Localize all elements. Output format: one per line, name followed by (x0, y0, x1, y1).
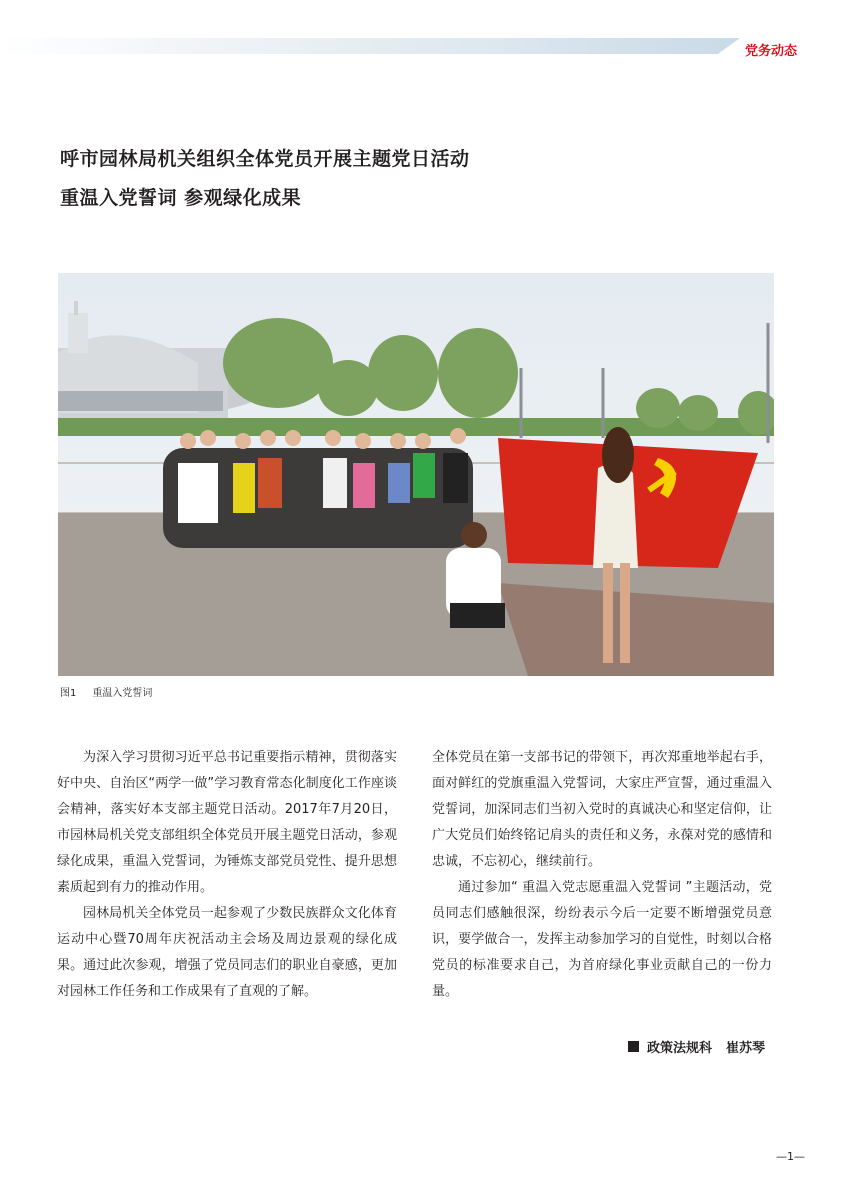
figure-caption-text: 重温入党誓词 (92, 688, 153, 699)
article-title-line1: 呼市园林局机关组织全体党员开展主题党日活动 (60, 148, 470, 170)
body-column-left (57, 745, 397, 1005)
paragraph: 园林局机关全体党员一起参观了少数民族群众文化体育运动中心暨70周年庆祝活动主会场及周边景观的绿化成果。通过此次参观，增强了党员同志们的职业自豪感，更加对园林工作任务和工作成果有了直观的了解。 (57, 906, 397, 999)
paragraph: 全体党员在第一支部书记的带领下，再次郑重地举起右手，面对鲜红的党旗重温入党誓词，大家庄严宣誓，通过重温入党誓词，加深同志们当初入党时的真诚决心和坚定信仰，让广大党员们始终铭记肩头的责任和义务，永葆对党的感情和忠诚，不忘初心，继续前行。 (432, 750, 772, 869)
figure-caption (60, 684, 152, 699)
section-tag: 党务动态 (745, 44, 798, 59)
group-oath-photo (58, 273, 774, 676)
author-department: 政策法规科 (647, 1041, 713, 1056)
square-bullet-icon (628, 1041, 639, 1052)
body-column-right (432, 745, 772, 1005)
author-byline (628, 1037, 765, 1056)
page-number: —1— (776, 1150, 805, 1163)
author-name: 崔苏琴 (726, 1041, 766, 1056)
article-title-line2: 重温入党誓词 参观绿化成果 (60, 187, 302, 209)
paragraph: 为深入学习贯彻习近平总书记重要指示精神，贯彻落实好中央、自治区“两学一做”学习教育常态化制度化工作座谈会精神，落实好本支部主题党日活动。2017年7月20日，市园林局机关党支部组织全体党员开展主题党日活动，参观绿化成果，重温入党誓词，为锤炼支部党员党性、提升思想素质起到有力的推动作用。 (57, 750, 397, 895)
header-band (0, 38, 740, 54)
paragraph: 通过参加“ 重温入党志愿重温入党誓词 ”主题活动，党员同志们感触很深，纷纷表示今后一定要不断增强党员意识，要学做合一，发挥主动参加学习的自觉性，时刻以合格党员的标准要求自己，为首府绿化事业贡献自己的一份力量。 (432, 880, 772, 999)
figure-number: 图1 (60, 688, 77, 699)
